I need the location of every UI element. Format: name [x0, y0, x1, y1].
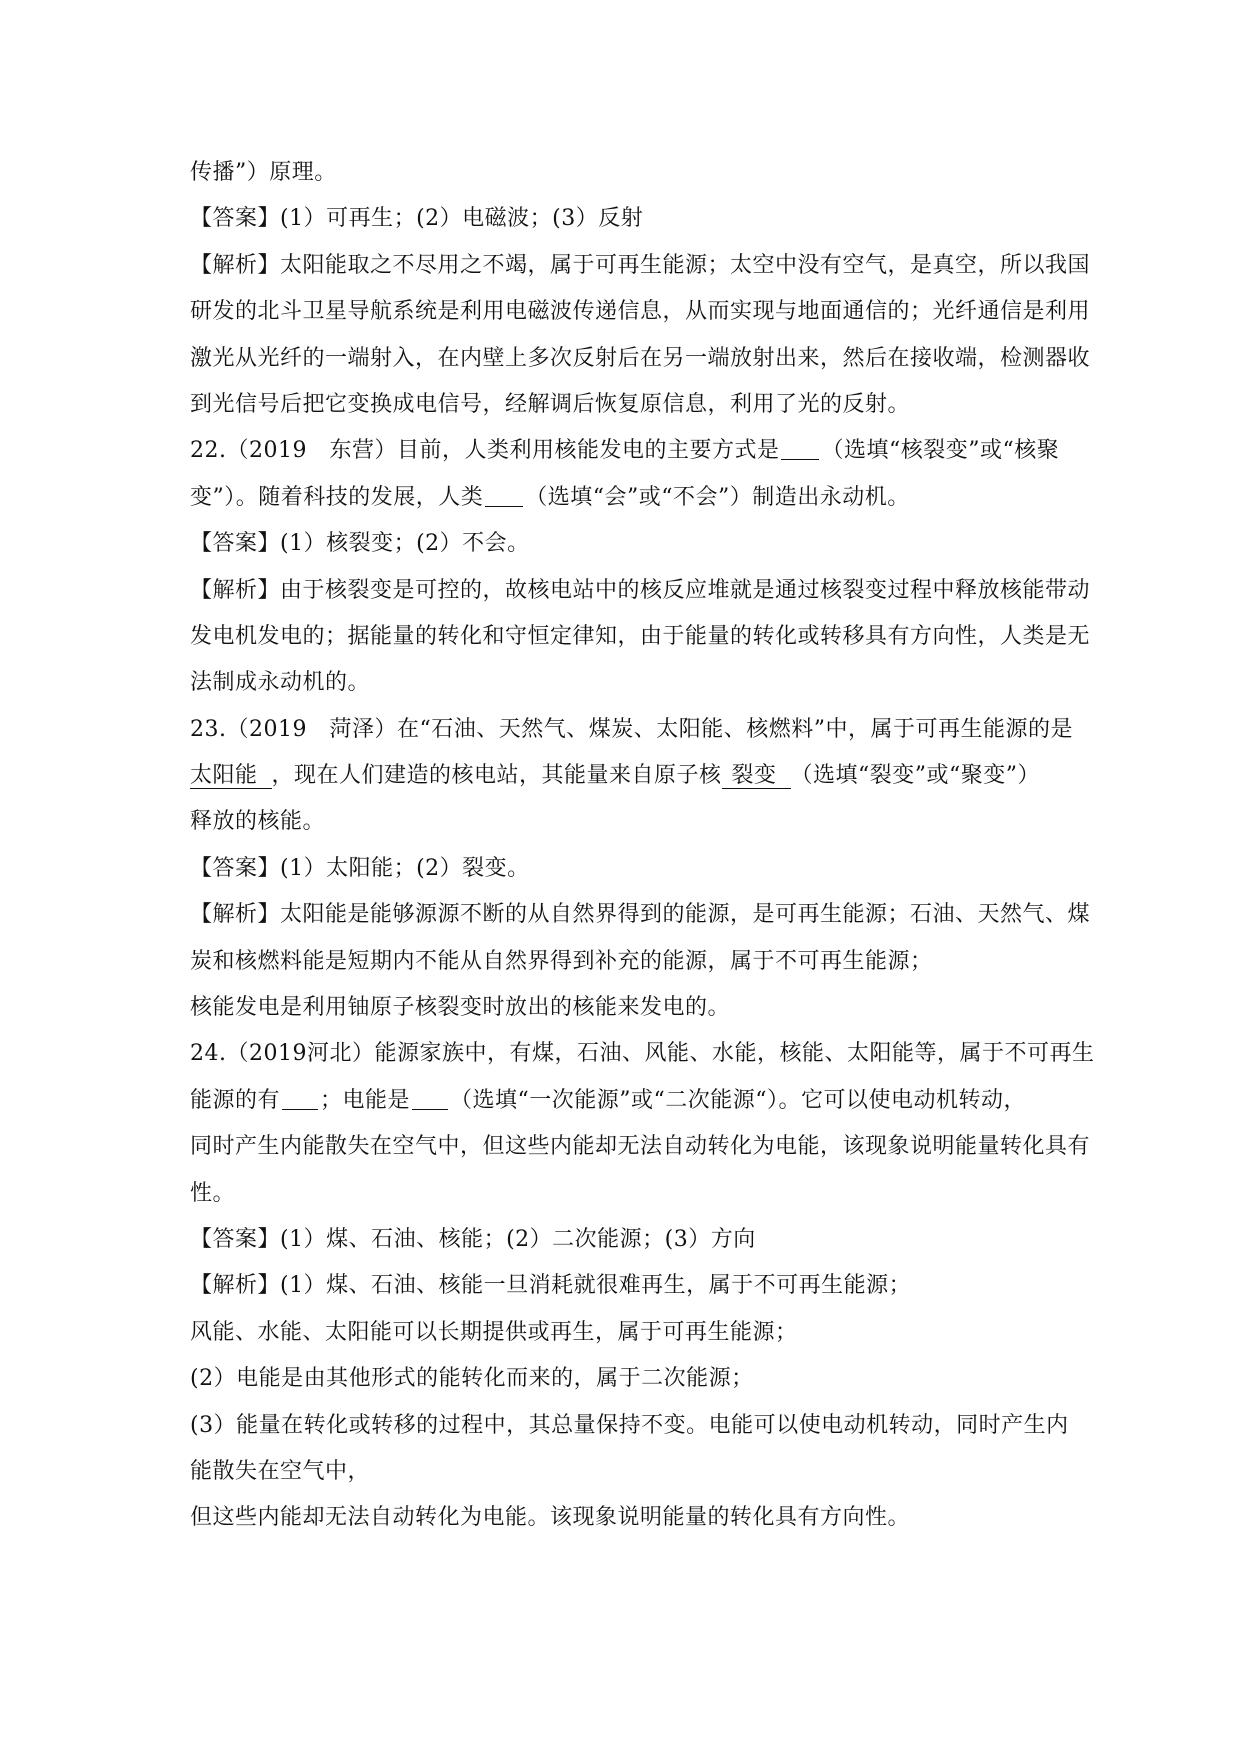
- document-page: [190, 150, 1095, 1542]
- answer-blank: [485, 482, 523, 507]
- answer-blank: [781, 435, 819, 460]
- text-line: 法制成永动机的。: [190, 670, 371, 696]
- question-line: [190, 428, 1070, 474]
- question-text: ，现在人们建造的核电站，其能量来自原子核: [271, 763, 722, 789]
- text-line: 性。: [190, 1180, 236, 1206]
- text-line: 传播”）原理。: [190, 160, 337, 185]
- text-line: 释放的核能。: [190, 809, 326, 835]
- text-line: 发电机发电的；据能量的转化和守恒定律知，由于能量的转化或转移具有方向性，人类是无: [190, 623, 1091, 649]
- filled-blank: 裂变: [722, 763, 791, 789]
- question-text: （选填“一次能源”或“二次能源“）。它可以使电动机转动，: [450, 1087, 1027, 1113]
- question-text: （选填“核裂变”或“核聚: [821, 438, 1060, 464]
- question-text: ；电能是: [320, 1087, 411, 1113]
- answer-line: 【答案】(1）太阳能；(2）裂变。: [190, 855, 530, 881]
- analysis-line: 【解析】(1）煤、石油、核能一旦消耗就很难再生，属于不可再生能源；: [190, 1273, 912, 1299]
- question-line: [190, 475, 1070, 521]
- text-line: 激光从光纤的一端射入，在内壁上多次反射后在另一端放射出来，然后在接收端，检测器收: [190, 345, 1091, 371]
- analysis-line: 【解析】太阳能是能够源源不断的从自然界得到的能源，是可再生能源；石油、天然气、煤: [190, 902, 1091, 928]
- text-line: 研发的北斗卫星导航系统是利用电磁波传递信息，从而实现与地面通信的；光纤通信是利用: [190, 299, 1091, 325]
- question-text: 变”）。随着科技的发展，人类: [190, 484, 484, 510]
- text-line: 风能、水能、太阳能可以长期提供或再生，属于可再生能源；: [190, 1319, 798, 1345]
- question-line: [190, 1078, 1070, 1124]
- analysis-line: 【解析】太阳能取之不尽用之不竭，属于可再生能源；太空中没有空气，是真空，所以我国: [190, 252, 1091, 278]
- text-line: (3）能量在转化或转移的过程中，其总量保持不变。电能可以使电动机转动，同时产生内: [190, 1412, 1069, 1438]
- text-line: 核能发电是利用铀原子核裂变时放出的核能来发电的。: [190, 995, 731, 1021]
- filled-blank: 太阳能: [190, 763, 272, 789]
- answer-line: 【答案】(1）可再生；(2）电磁波；(3）反射: [190, 206, 644, 232]
- question-line: 23.（2019 菏泽）在“石油、天然气、煤炭、太阳能、核燃料”中，属于可再生能源的是: [190, 716, 1073, 742]
- answer-blank: [412, 1085, 448, 1110]
- question-text: 能源的有: [190, 1087, 281, 1113]
- analysis-line: 【解析】由于核裂变是可控的，故核电站中的核反应堆就是通过核裂变过程中释放核能带动: [190, 577, 1091, 603]
- text-line: (2）电能是由其他形式的能转化而来的，属于二次能源；: [190, 1366, 754, 1392]
- question-text: （选填“会”或“不会”）制造出永动机。: [525, 484, 910, 510]
- question-line: [190, 753, 1070, 799]
- question-text: 22.（2019 东营）目前，人类利用核能发电的主要方式是: [190, 438, 780, 464]
- answer-line: 【答案】(1）煤、石油、核能；(2）二次能源；(3）方向: [190, 1226, 756, 1252]
- answer-line: 【答案】(1）核裂变；(2）不会。: [190, 531, 530, 557]
- text-line: 到光信号后把它变换成电信号，经解调后恢复原信息，利用了光的反射。: [190, 391, 911, 417]
- question-line: 24.（2019河北）能源家族中，有煤，石油、风能、水能，核能、太阳能等，属于不可再生: [190, 1041, 1095, 1067]
- text-line: 但这些内能却无法自动转化为电能。该现象说明能量的转化具有方向性。: [190, 1505, 911, 1531]
- text-line: 能散失在空气中，: [190, 1458, 371, 1484]
- answer-blank: [282, 1085, 318, 1110]
- text-line: 炭和核燃料能是短期内不能从自然界得到补充的能源，属于不可再生能源；: [190, 948, 933, 974]
- text-line: 同时产生内能散失在空气中，但这些内能却无法自动转化为电能，该现象说明能量转化具有: [190, 1134, 1091, 1160]
- question-text: （选填“裂变”或“聚变”）: [790, 763, 1041, 789]
